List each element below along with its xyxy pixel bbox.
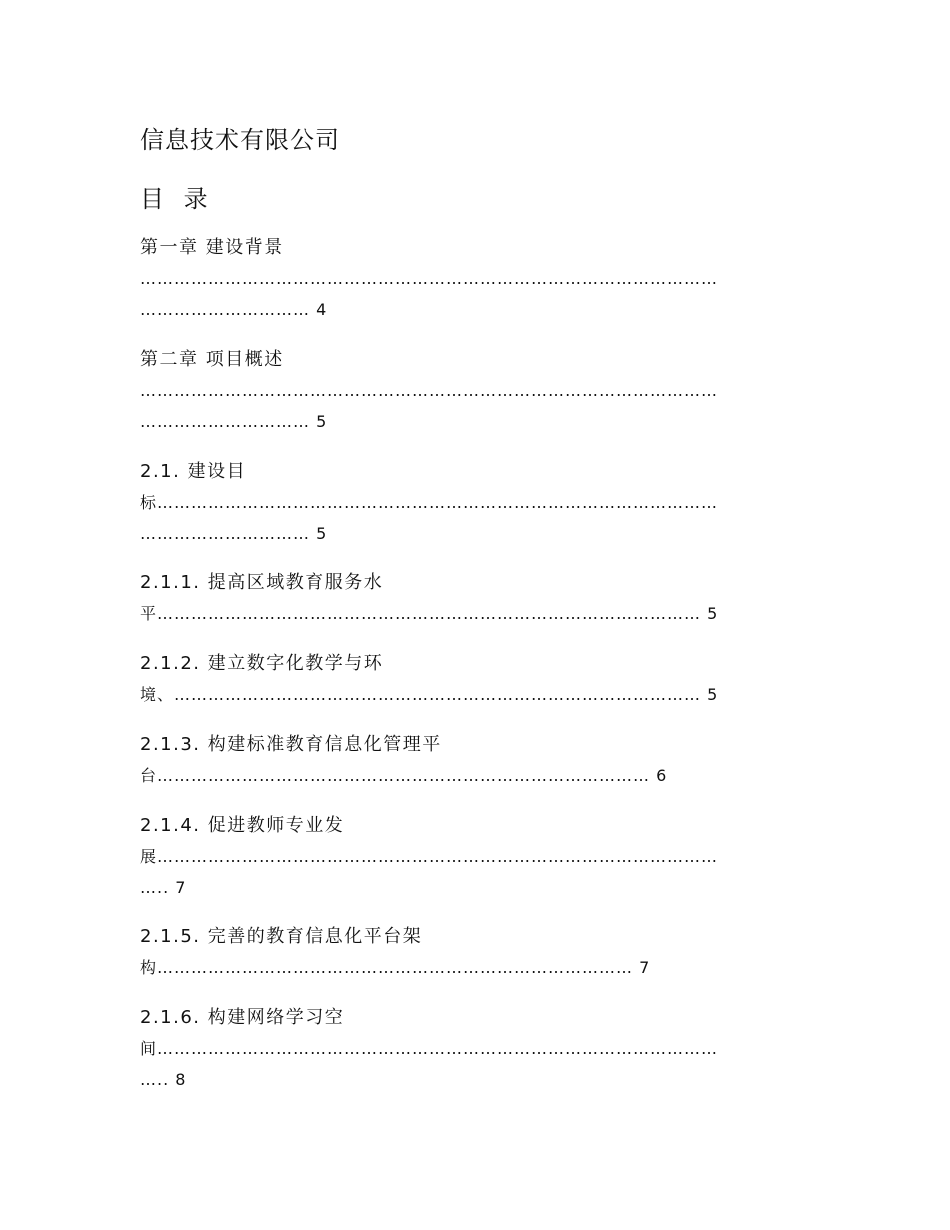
toc-entry-title: 2.1.1. 提高区域教育服务水 — [140, 572, 384, 593]
toc-leader-dots: 展……………………………………………………………………………………… — [140, 847, 718, 866]
toc-leader-dots: 平…………………………………………………………………………………… 5 — [140, 604, 719, 623]
toc-leader-dots: 标……………………………………………………………………………………… — [140, 493, 718, 512]
toc-page-number: ………………………… 4 — [140, 300, 328, 319]
toc-leader-dots: 台…………………………………………………………………………… 6 — [140, 766, 668, 785]
toc-leader-dots: 境、………………………………………………………………………………… 5 — [140, 685, 719, 704]
company-name: 信息技术有限公司 — [140, 126, 340, 154]
toc-entry-title: 2.1.5. 完善的教育信息化平台架 — [140, 926, 423, 947]
toc-entry-title: 第一章 建设背景 — [140, 237, 284, 258]
toc-leader-dots: ………………………………………………………………………………………… — [140, 269, 718, 288]
toc-title: 目 录 — [140, 185, 214, 213]
toc-entry-title: 第二章 项目概述 — [140, 349, 284, 370]
toc-leader-dots: 构………………………………………………………………………… 7 — [140, 958, 651, 977]
toc-entry-title: 2.1.6. 构建网络学习空 — [140, 1007, 345, 1028]
toc-page-number: ………………………… 5 — [140, 524, 328, 543]
toc-page-number: ………………………… 5 — [140, 412, 328, 431]
toc-page-number: ….. 8 — [140, 1070, 187, 1089]
toc-entry-title: 2.1.3. 构建标准教育信息化管理平 — [140, 734, 442, 755]
toc-leader-dots: 间……………………………………………………………………………………… — [140, 1039, 718, 1058]
toc-page-number: ….. 7 — [140, 878, 187, 897]
toc-entry-title: 2.1. 建设目 — [140, 461, 247, 482]
toc-leader-dots: ………………………………………………………………………………………… — [140, 381, 718, 400]
toc-entry-title: 2.1.4. 促进教师专业发 — [140, 815, 345, 836]
toc-entry-title: 2.1.2. 建立数字化教学与环 — [140, 653, 384, 674]
